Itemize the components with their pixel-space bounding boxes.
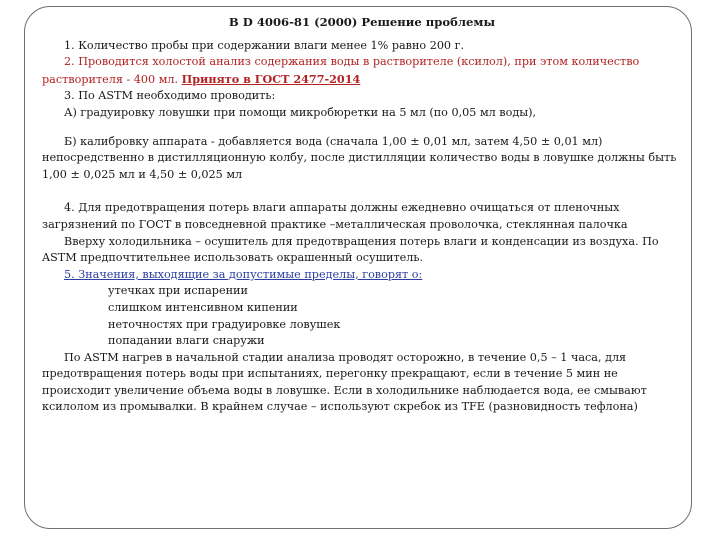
item-4: 4. Для предотвращения потерь влаги аппараты должны ежедневно очищаться от пленочных загрязнений по ГОСТ в повседневной практике –металлическая проволочка, стеклянная палочка [42, 201, 628, 231]
reason-item: утечках при испарении [108, 284, 248, 298]
item-5-link[interactable]: 5. Значения, выходящие за допустимые пределы, говорят о: [64, 267, 423, 281]
item-3: 3. По ASTM необходимо проводить: [64, 89, 276, 103]
item-5 [42, 267, 682, 284]
reasons-list [42, 283, 682, 349]
item-2 [42, 54, 682, 88]
item-2-text: 2. Проводится холостой анализ содержания воды в растворителе (ксилол), при этом количество растворителя - 400 мл. [42, 55, 640, 86]
item-2-accepted: Принято в ГОСТ 2477-2014 [181, 71, 361, 86]
spacer [42, 183, 682, 200]
spacer [42, 122, 682, 134]
reason-item: слишком интенсивном кипении [108, 300, 298, 314]
slide-content [42, 14, 682, 416]
item-a: А) градуировку ловушки при помощи микробюретки на 5 мл (по 0,05 мл воды), [64, 105, 537, 119]
reason-item: попадании влаги снаружи [108, 334, 265, 348]
item-b: Б) калибровку аппарата - добавляется вода (сначала 1,00 ± 0,01 мл, затем 4,50 ± 0,01 мл) непосредственно в дистилляционную колбу, после дистилляции количество воды в ловушке должны быть 1,00 ± 0,025 мл и 4,50 ± 0,025 мл [42, 134, 677, 181]
final-paragraph: По ASTM нагрев в начальной стадии анализа проводят осторожно, в течение 0,5 – 1 часа, для предотвращения потерь воды при испытаниях, перегонку прекращают, если в течение 5 мин не происходит увеличение объема воды в ловушке. Если в холодильнике наблюдается вода, ее смывают ксилолом из промывалки. В крайнем случае – используют скребок из TFE (разновидность тефлона) [42, 350, 647, 414]
item-4-continued: Вверху холодильника – осушитель для предотвращения потерь влаги и конденсации из воздуха. По ASTM предпочтительнее использовать окрашенный осушитель. [42, 234, 659, 265]
slide-title: В D 4006-81 (2000) Решение проблемы [228, 15, 496, 29]
item-1: 1. Количество пробы при содержании влаги менее 1% равно 200 г. [64, 38, 465, 52]
reason-item: неточностях при градуировке ловушек [108, 317, 341, 331]
